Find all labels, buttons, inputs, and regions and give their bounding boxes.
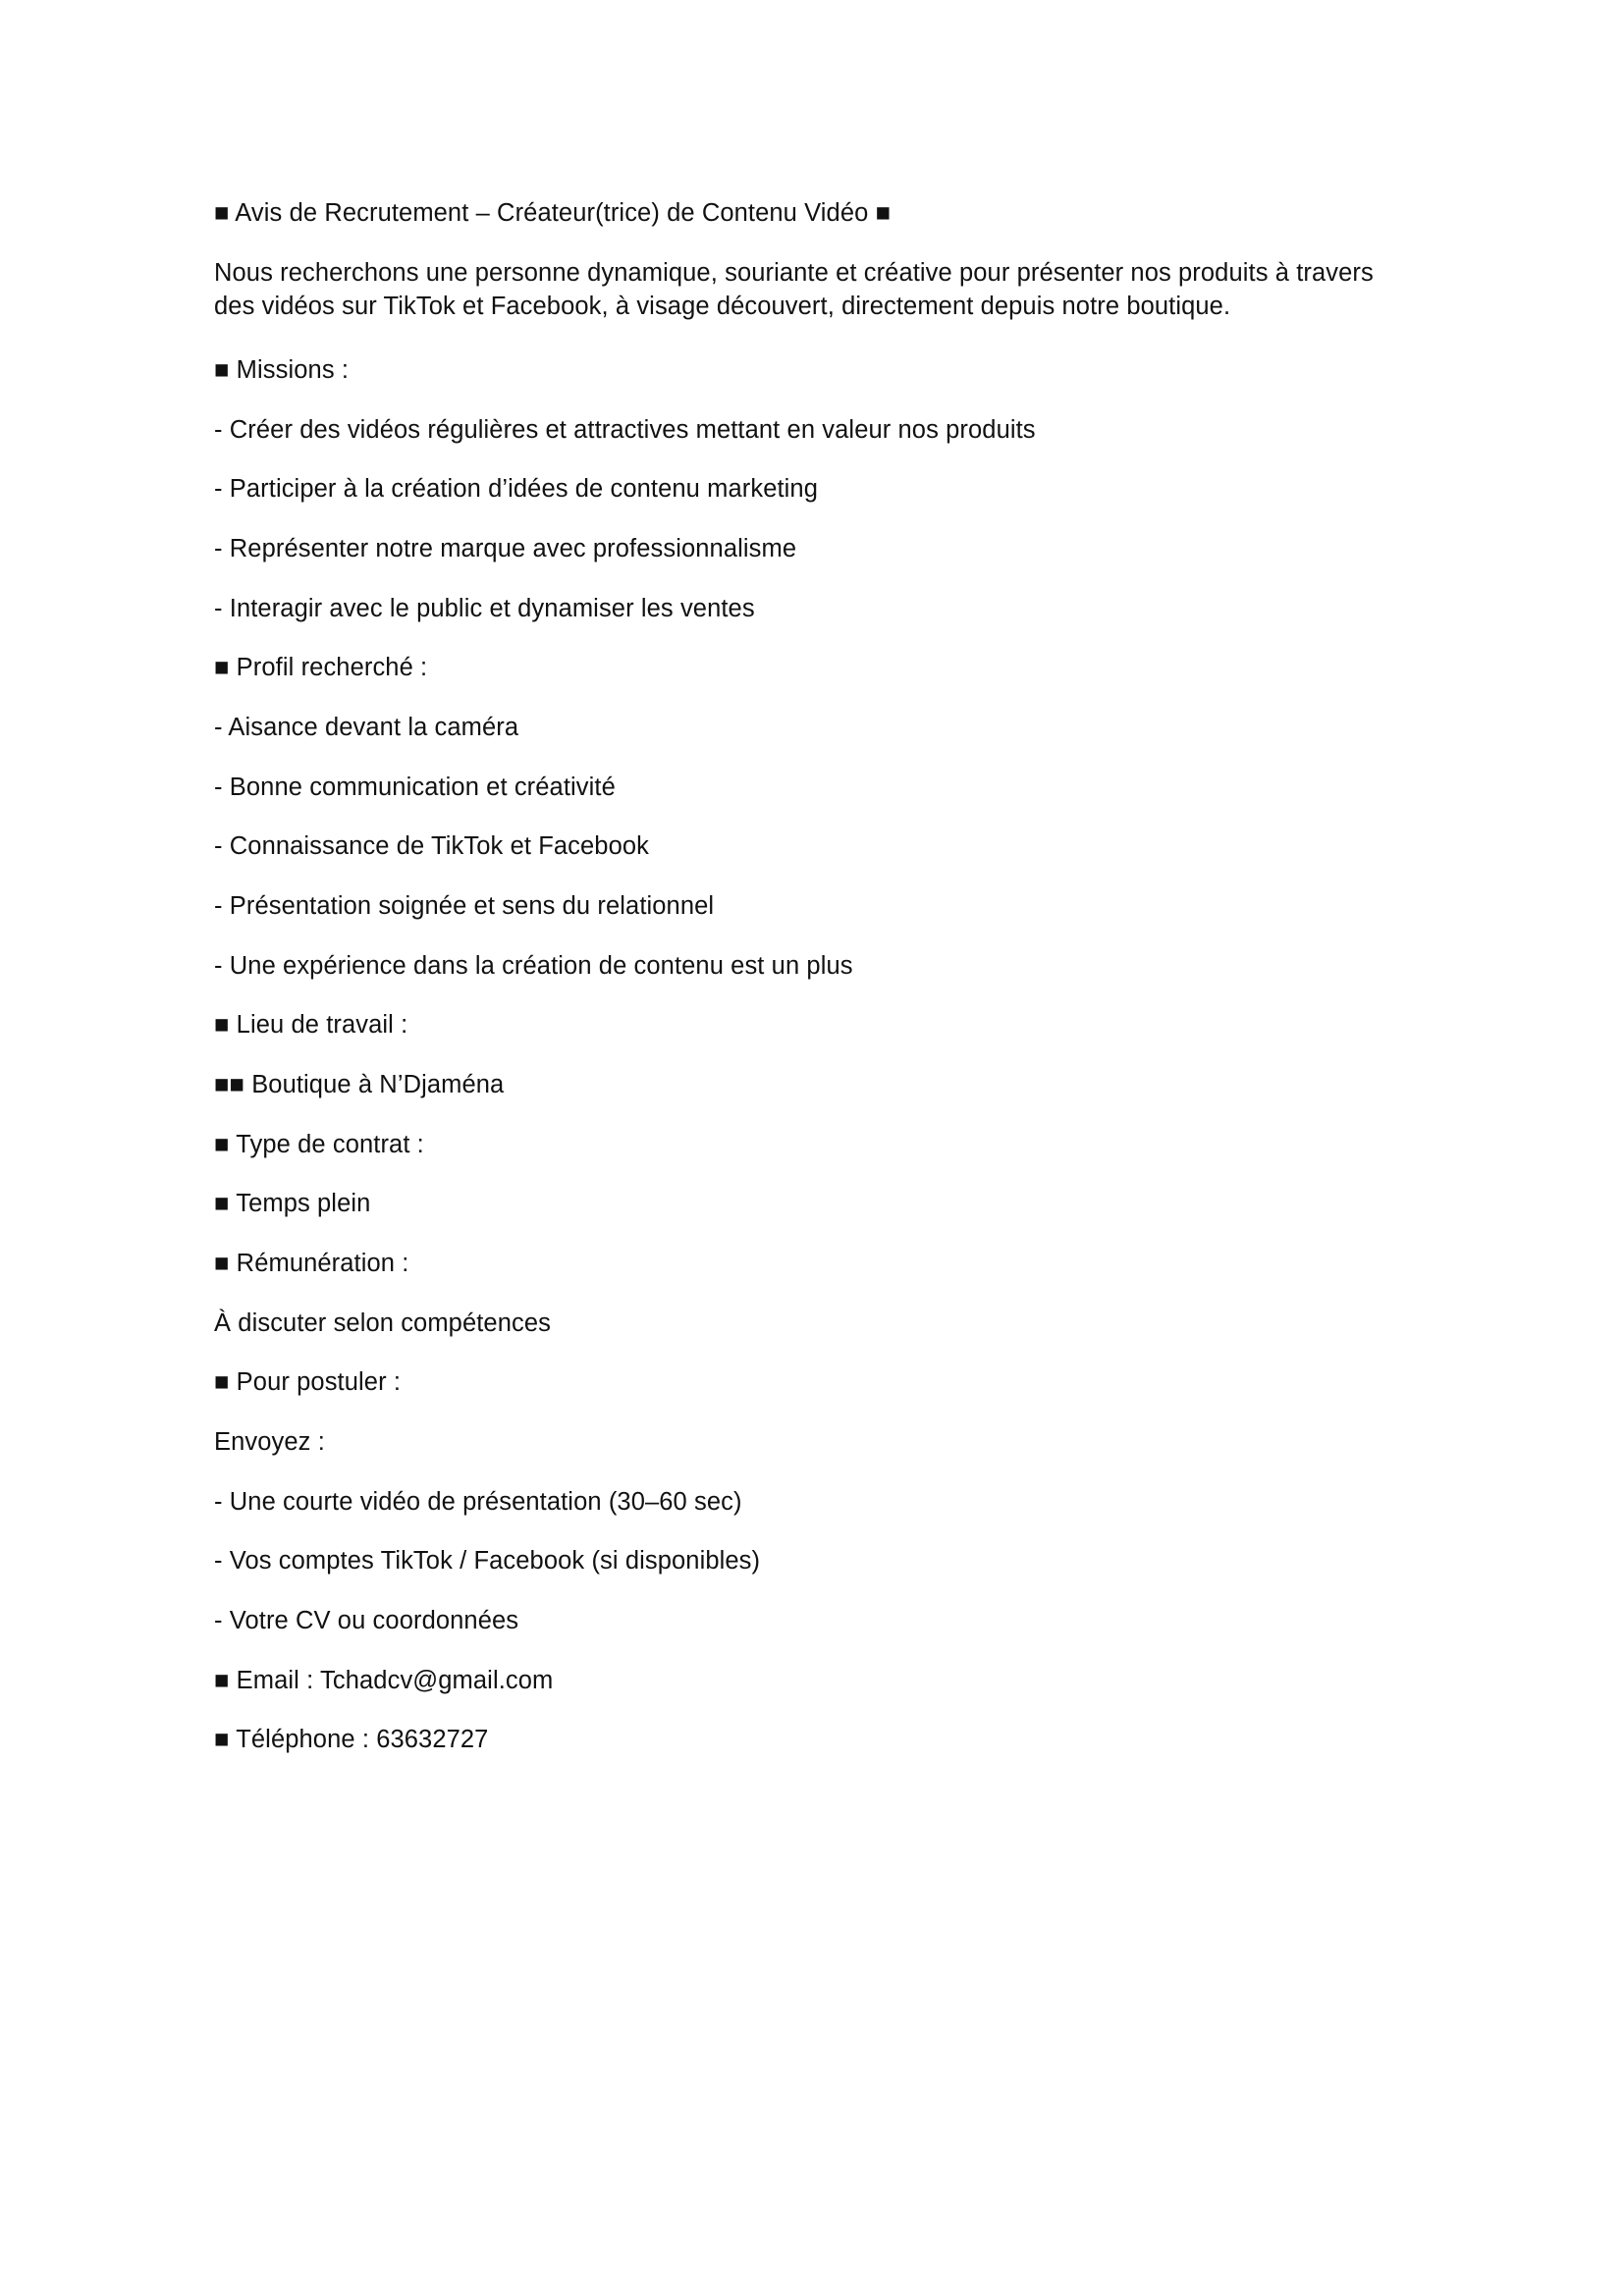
- list-item: - Aisance devant la caméra: [214, 714, 519, 742]
- section-heading-profil: ■ Profil recherché :: [214, 654, 428, 682]
- section-heading-remuneration: ■ Rémunération :: [214, 1250, 409, 1278]
- list-item: ■ Temps plein: [214, 1190, 371, 1218]
- list-item: - Créer des vidéos régulières et attractives mettant en valeur nos produits: [214, 415, 1036, 444]
- section-heading-postuler: ■ Pour postuler :: [214, 1368, 402, 1397]
- remuneration-value: À discuter selon compétences: [214, 1308, 551, 1337]
- list-item: - Bonne communication et créativité: [214, 773, 616, 801]
- section-heading-missions: ■ Missions :: [214, 356, 350, 385]
- list-item: - Vos comptes TikTok / Facebook (si disponibles): [214, 1547, 761, 1575]
- list-item: - Votre CV ou coordonnées: [214, 1607, 519, 1635]
- page-title: ■ Avis de Recrutement – Créateur(trice) de Contenu Vidéo ■: [214, 199, 892, 227]
- list-item: - Présentation soignée et sens du relationnel: [214, 892, 715, 921]
- list-item: - Représenter notre marque avec professionnalisme: [214, 535, 797, 563]
- list-item: - Participer à la création d’idées de contenu marketing: [214, 475, 818, 504]
- list-item: ■■ Boutique à N’Djaména: [214, 1071, 505, 1099]
- list-item: - Une courte vidéo de présentation (30–60 sec): [214, 1487, 742, 1516]
- postuler-intro: Envoyez :: [214, 1428, 325, 1457]
- contact-email: ■ Email : Tchadcv@gmail.com: [214, 1666, 554, 1694]
- list-item: - Une expérience dans la création de contenu est un plus: [214, 951, 853, 980]
- contact-phone: ■ Téléphone : 63632727: [214, 1726, 489, 1754]
- section-heading-lieu: ■ Lieu de travail :: [214, 1011, 408, 1040]
- intro-paragraph: Nous recherchons une personne dynamique, souriante et créative pour présenter nos produits à travers des vidéos sur TikTok et Facebook, à visage découvert, directement depuis notre boutique.: [214, 258, 1381, 321]
- document-body: [214, 196, 1379, 1757]
- list-item: - Interagir avec le public et dynamiser les ventes: [214, 594, 755, 622]
- list-item: - Connaissance de TikTok et Facebook: [214, 832, 650, 861]
- section-heading-contrat: ■ Type de contrat :: [214, 1130, 424, 1158]
